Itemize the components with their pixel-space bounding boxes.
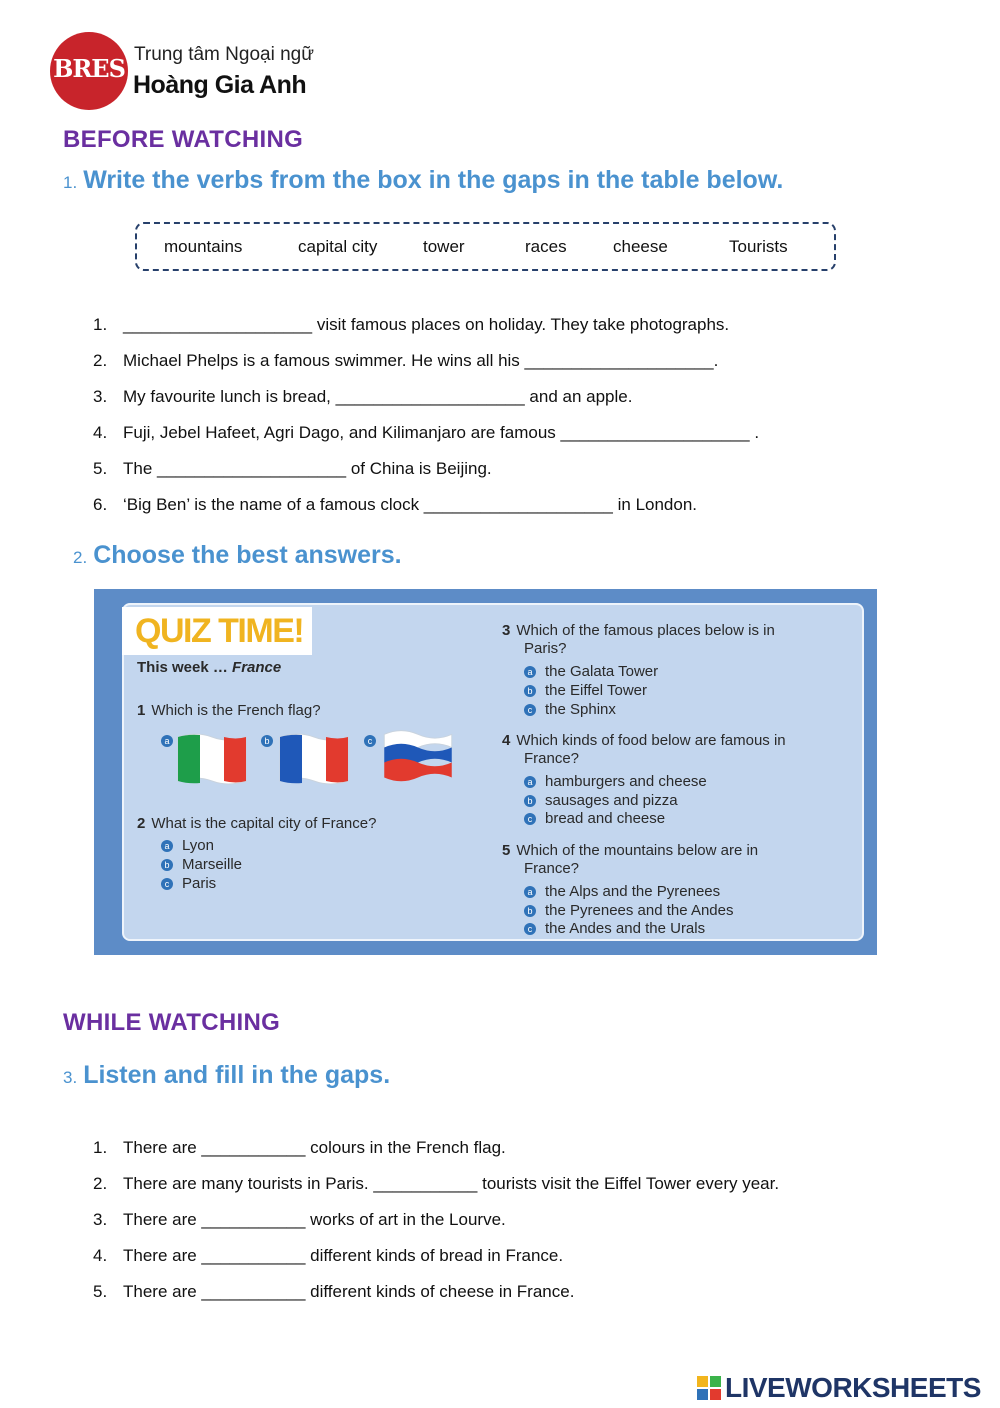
item-number: 6. xyxy=(93,495,108,514)
quiz-option[interactable] xyxy=(524,663,658,680)
option-text: hamburgers and cheese xyxy=(545,773,707,790)
question-text-line1: Which kinds of food below are famous in xyxy=(516,732,786,749)
quiz-question-5 xyxy=(502,842,758,878)
question-number: 2 xyxy=(137,815,146,832)
quiz-option[interactable] xyxy=(524,682,647,699)
option-b-badge[interactable]: b xyxy=(261,735,273,747)
question-text: Which is the French flag? xyxy=(151,702,321,719)
task3-title-text: Listen and fill in the gaps. xyxy=(83,1061,391,1089)
question-number: 5 xyxy=(502,842,511,859)
quiz-subtitle-prefix: This week … xyxy=(137,659,228,676)
option-b-badge: b xyxy=(524,795,536,807)
item-number: 4. xyxy=(93,1246,108,1265)
option-b-badge: b xyxy=(524,905,536,917)
quiz-subtitle xyxy=(137,659,281,677)
option-b-badge: b xyxy=(524,685,536,697)
french-flag xyxy=(278,729,350,789)
item-text: My favourite lunch is bread, ____________________ and an apple. xyxy=(123,387,633,406)
option-text: the Sphinx xyxy=(545,701,616,718)
item-text: There are ___________ different kinds of cheese in France. xyxy=(123,1282,575,1301)
question-text-line1: Which of the famous places below is in xyxy=(516,622,775,639)
quiz-question-4 xyxy=(502,732,786,768)
task1-item[interactable] xyxy=(93,495,697,515)
item-text: Fuji, Jebel Hafeet, Agri Dago, and Kilimanjaro are famous ____________________ . xyxy=(123,423,760,442)
quiz-option[interactable] xyxy=(524,920,705,937)
item-text: There are ___________ colours in the French flag. xyxy=(123,1138,506,1157)
option-text: Lyon xyxy=(182,837,214,854)
item-number: 5. xyxy=(93,1282,108,1301)
task3-title xyxy=(63,1061,390,1090)
task1-item[interactable] xyxy=(93,315,729,335)
item-number: 1. xyxy=(93,315,108,334)
task1-title xyxy=(63,166,783,195)
question-text: What is the capital city of France? xyxy=(151,815,377,832)
item-text: ‘Big Ben’ is the name of a famous clock ____________________ in London. xyxy=(123,495,698,514)
option-a-badge[interactable]: a xyxy=(161,735,173,747)
task3-item[interactable] xyxy=(93,1174,779,1194)
question-text-line1: Which of the mountains below are in xyxy=(516,842,759,859)
liveworksheets-icon xyxy=(697,1376,721,1400)
item-number: 3. xyxy=(93,387,108,406)
option-c-badge[interactable]: c xyxy=(364,735,376,747)
option-text: sausages and pizza xyxy=(545,792,678,809)
option-a-badge: a xyxy=(524,666,536,678)
word-box xyxy=(135,222,836,271)
question-number: 3 xyxy=(502,622,511,639)
task3-item[interactable] xyxy=(93,1210,506,1230)
item-number: 2. xyxy=(93,351,108,370)
quiz-option[interactable] xyxy=(161,837,214,854)
option-text: the Andes and the Urals xyxy=(545,920,706,937)
quiz-option[interactable] xyxy=(524,701,616,718)
quiz-question-2 xyxy=(137,815,376,833)
quiz-question-1 xyxy=(137,702,321,720)
task2-title xyxy=(73,541,402,570)
quiz-subtitle-topic: France xyxy=(232,659,282,676)
task1-item[interactable] xyxy=(93,423,759,443)
task3-item[interactable] xyxy=(93,1282,574,1302)
word-box-item: cheese xyxy=(613,237,668,256)
question-text-line2: France? xyxy=(524,860,580,877)
italian-flag xyxy=(176,729,248,789)
quiz-option[interactable] xyxy=(161,856,242,873)
item-text: There are many tourists in Paris. ___________ tourists visit the Eiffel Tower every year. xyxy=(123,1174,780,1193)
question-text-line2: France? xyxy=(524,750,580,767)
quiz-option[interactable] xyxy=(524,792,678,809)
word-box-item: tower xyxy=(423,237,465,256)
option-b-badge: b xyxy=(161,859,173,871)
option-a-badge: a xyxy=(524,776,536,788)
task2-number: 2. xyxy=(73,548,88,567)
question-number: 4 xyxy=(502,732,511,749)
task3-number: 3. xyxy=(63,1068,78,1087)
question-text-line2: Paris? xyxy=(524,640,567,657)
liveworksheets-brand: LIVEWORKSHEETS xyxy=(725,1372,981,1403)
while-watching-heading: WHILE WATCHING xyxy=(63,1009,281,1036)
quiz-option[interactable] xyxy=(524,773,707,790)
option-c-badge: c xyxy=(524,923,536,935)
quiz-option[interactable] xyxy=(524,810,665,827)
option-c-badge: c xyxy=(524,704,536,716)
word-box-item: races xyxy=(525,237,567,256)
center-name-line2: Hoàng Gia Anh xyxy=(133,71,307,99)
option-c-badge: c xyxy=(524,813,536,825)
word-box-item: capital city xyxy=(298,237,378,256)
option-a-badge: a xyxy=(161,840,173,852)
task3-item[interactable] xyxy=(93,1246,563,1266)
before-watching-heading: BEFORE WATCHING xyxy=(63,126,304,153)
quiz-title: QUIZ TIME! xyxy=(135,612,304,650)
center-logo xyxy=(50,32,128,110)
item-text: ____________________ visit famous places on holiday. They take photographs. xyxy=(123,315,730,334)
item-text: There are ___________ works of art in the Lourve. xyxy=(123,1210,506,1229)
russian-flag xyxy=(380,725,456,785)
task1-item[interactable] xyxy=(93,387,632,407)
center-name-line1: Trung tâm Ngoại ngữ xyxy=(134,44,314,65)
option-a-badge: a xyxy=(524,886,536,898)
word-box-item: mountains xyxy=(164,237,243,256)
quiz-option[interactable] xyxy=(161,875,216,892)
question-number: 1 xyxy=(137,702,146,719)
item-text: The ____________________ of China is Beijing. xyxy=(123,459,492,478)
item-number: 5. xyxy=(93,459,108,478)
option-text: the Galata Tower xyxy=(545,663,659,680)
option-text: Paris xyxy=(182,875,217,892)
option-c-badge: c xyxy=(161,878,173,890)
item-number: 4. xyxy=(93,423,108,442)
quiz-image xyxy=(94,589,877,955)
task1-title-text: Write the verbs from the box in the gaps in the table below. xyxy=(83,166,784,194)
task1-item[interactable] xyxy=(93,351,718,371)
task1-item[interactable] xyxy=(93,459,492,479)
option-text: the Pyrenees and the Andes xyxy=(545,902,734,919)
quiz-option[interactable] xyxy=(524,883,720,900)
word-box-item: Tourists xyxy=(729,237,788,256)
task2-title-text: Choose the best answers. xyxy=(93,541,402,569)
item-number: 2. xyxy=(93,1174,108,1193)
quiz-question-3 xyxy=(502,622,775,658)
option-text: the Eiffel Tower xyxy=(545,682,648,699)
item-text: Michael Phelps is a famous swimmer. He wins all his ____________________. xyxy=(123,351,719,370)
logo-text: BRES xyxy=(53,54,125,83)
item-number: 1. xyxy=(93,1138,108,1157)
option-text: Marseille xyxy=(182,856,243,873)
task1-number: 1. xyxy=(63,173,78,192)
quiz-option[interactable] xyxy=(524,902,733,919)
item-text: There are ___________ different kinds of bread in France. xyxy=(123,1246,564,1265)
option-text: the Alps and the Pyrenees xyxy=(545,883,721,900)
task3-item[interactable] xyxy=(93,1138,506,1158)
item-number: 3. xyxy=(93,1210,108,1229)
option-text: bread and cheese xyxy=(545,810,666,827)
